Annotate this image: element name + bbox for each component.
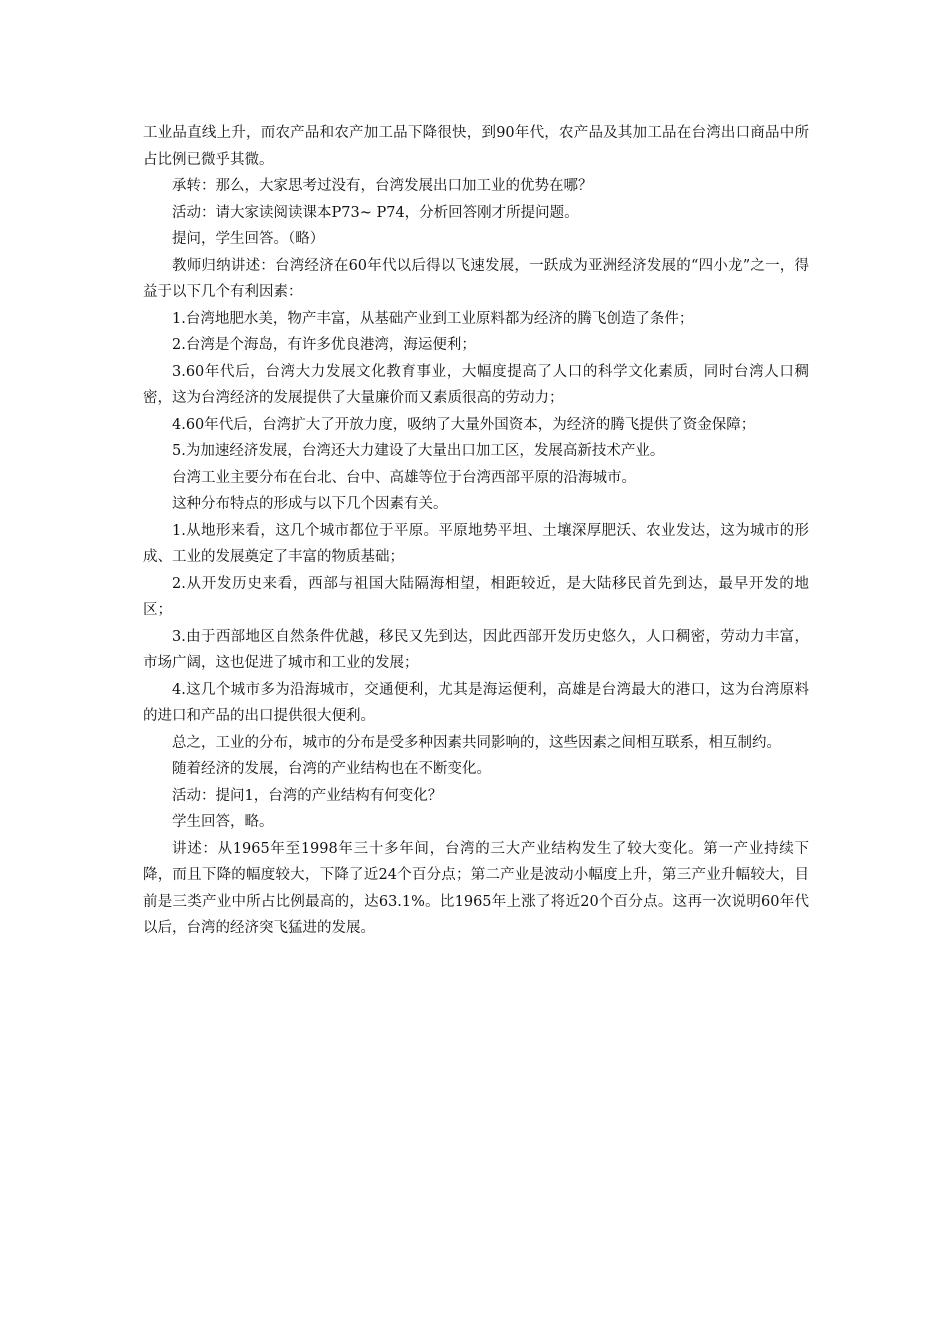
paragraph: 2.从开发历史来看，西部与祖国大陆隔海相望，相距较近，是大陆移民首先到达，最早开发的地区； (143, 575, 809, 618)
paragraph: 工业品直线上升，而农产品和农产加工品下降很快，到90年代，农产品及其加工品在台湾出口商品中所占比例已微乎其微。 (143, 125, 809, 168)
document-page (143, 120, 809, 942)
paragraph: 总之，工业的分布，城市的分布是受多种因素共同影响的，这些因素之间相互联系，相互制约。 (172, 734, 781, 751)
paragraph: 承转：那么，大家思考过没有，台湾发展出口加工业的优势在哪？ (172, 178, 593, 194)
paragraph: 随着经济的发展，台湾的产业结构也在不断变化。 (172, 761, 491, 777)
paragraph: 教师归纳讲述：台湾经济在60年代以后得以飞速发展，一跃成为亚洲经济发展的“四小龙”之一，得益于以下几个有利因素： (143, 257, 809, 300)
paragraph: 台湾工业主要分布在台北、台中、高雄等位于台湾西部平原的沿海城市。 (172, 469, 636, 486)
paragraph: 1.从地形来看，这几个城市都位于平原。平原地势平坦、土壤深厚肥沃、农业发达，这为城市的形成、工业的发展奠定了丰富的物质基础； (143, 522, 809, 565)
paragraph: 2.台湾是个海岛，有许多优良港湾，海运便利； (172, 337, 476, 353)
paragraph: 5.为加速经济发展，台湾还大力建设了大量出口加工区，发展高新技术产业。 (172, 443, 665, 459)
paragraph: 1.台湾地肥水美，物产丰富，从基础产业到工业原料都为经济的腾飞创造了条件； (172, 310, 694, 327)
paragraph: 活动：提问1，台湾的产业结构有何变化？ (172, 787, 443, 804)
paragraph: 这种分布特点的形成与以下几个因素有关。 (172, 496, 448, 512)
paragraph: 4.60年代后，台湾扩大了开放力度，吸纳了大量外国资本，为经济的腾飞提供了资金保障； (172, 416, 756, 433)
paragraph: 学生回答，略。 (172, 814, 274, 830)
paragraph: 活动：请大家读阅读课本P73~ P74，分析回答刚才所提问题。 (172, 204, 579, 221)
paragraph: 讲述：从1965年至1998年三十多年间，台湾的三大产业结构发生了较大变化。第一产业持续下降，而且下降的幅度较大，下降了近24个百分点；第二产业是波动小幅度上升，第三产业升幅较大，目前是三类产业中所占比例最高的，达63.1%。比1965年上涨了将近20个百分点。这再一次说明60年代以后，台湾的经济突飞猛进的发展。 (143, 840, 809, 936)
paragraph: 3.60年代后，台湾大力发展文化教育事业，大幅度提高了人口的科学文化素质，同时台湾人口稠密，这为台湾经济的发展提供了大量廉价而又素质很高的劳动力； (143, 363, 809, 406)
paragraph: 4.这几个城市多为沿海城市，交通便利，尤其是海运便利，高雄是台湾最大的港口，这为台湾原料的进口和产品的出口提供很大便利。 (143, 681, 809, 724)
paragraph: 3.由于西部地区自然条件优越，移民又先到达，因此西部开发历史悠久，人口稠密，劳动力丰富，市场广阔，这也促进了城市和工业的发展； (143, 628, 809, 671)
paragraph: 提问，学生回答。（略） (172, 231, 325, 247)
